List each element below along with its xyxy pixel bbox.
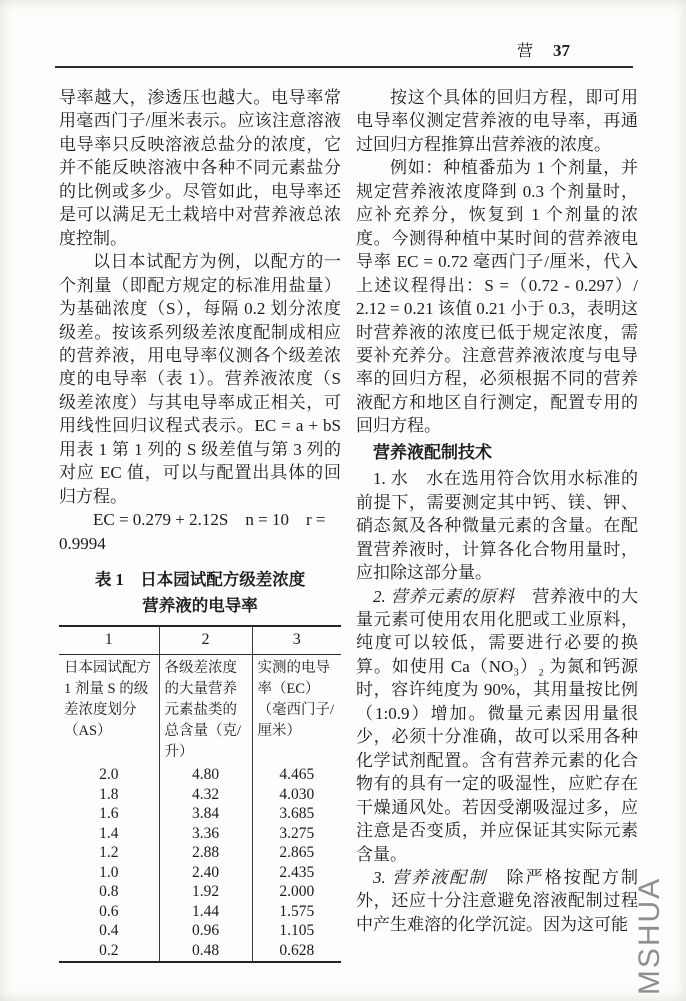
table-cell: 2.88 bbox=[159, 843, 252, 863]
table-cell: 0.628 bbox=[252, 941, 341, 962]
table-cell: 2.0 bbox=[99, 766, 119, 784]
table-row bbox=[59, 785, 341, 805]
paragraph-japan-formula: 以日本试配方为例，以配方的一个剂量（即配方规定的标准用盐量）为基础浓度（S），每隔 0.2 划分浓度级差。按该系列级差浓度配制成相应的营养液，用电导率仪测各个级差浓度的电导率（表 1）。营养液浓度（S 级差浓度）与其电导率成正相关，可用线性回归议程式表示。EC = a + bS 用表 1 第 1 列的 S 级差值与第 3 列的对应 EC 值，可以与配置出具体的回归方程。 bbox=[59, 252, 341, 506]
table-row bbox=[59, 843, 341, 863]
table-col-number: 2 bbox=[159, 626, 252, 655]
table-row bbox=[59, 921, 341, 941]
table-row bbox=[59, 765, 341, 785]
header-rule bbox=[55, 66, 633, 68]
table-header-cell: 日本园试配方 1 剂量 S 的级差浓度划分（AS） bbox=[64, 660, 151, 740]
table-cell: 1.6 bbox=[99, 805, 119, 823]
section-heading: 营养液配制技术 bbox=[373, 442, 492, 462]
equation-line-1: EC = 0.279 + 2.12S n = 10 r = bbox=[93, 510, 326, 530]
table-cell: 1.92 bbox=[159, 882, 252, 902]
item-label: 3. 营养液配制 bbox=[373, 868, 488, 887]
table-col-number: 1 bbox=[59, 626, 159, 655]
item-label: 2. 营养元素的原料 bbox=[373, 586, 515, 606]
table-cell: 0.2 bbox=[99, 941, 119, 959]
paragraph-tomato-example: 例如：种植番茄为 1 个剂量，并规定营养液浓度降到 0.3 个剂量时，应补充养分，恢复到 1 个剂量的浓度。今测得种植中某时间的营养液电导率 EC = 0.72 毫西门子/厘米，代入上述议程得出：S =（0.72 - 0.297）/ 2.12 = 0.21 该值 0.21 小于 0.3，表明这时营养液的浓度已低于规定浓度，需要补充养分。注意营养液浓度与电导率的回归方程，必须根据不同的营养液配方和地区自行测定，配置专用的回归方程。 bbox=[356, 158, 638, 436]
table-cell: 0.6 bbox=[99, 902, 119, 920]
table-caption bbox=[59, 567, 341, 618]
table-cell: 3.36 bbox=[159, 824, 252, 844]
table-row bbox=[59, 941, 341, 962]
table-cell: 0.8 bbox=[99, 883, 119, 901]
table-cell: 4.32 bbox=[159, 785, 252, 805]
item-label: 1. 水 bbox=[373, 469, 409, 489]
paragraph-conductivity-intro: 导率越大，渗透压也越大。电导率常用毫西门子/厘米表示。应该注意溶液电导率只反映溶液总盐分的浓度，它并不能反映溶液中各种不同元素盐分的比例或多少。尽管如此，电导率还是可以满足无土栽培中对营养液总浓度控制。 bbox=[59, 88, 341, 248]
running-head bbox=[440, 38, 570, 61]
table-cell: 4.030 bbox=[252, 785, 341, 805]
item-body: 水在选用符合饮用水标准的前提下，需要测定其中钙、镁、钾、硝态氮及各种微量元素的含量。在配置营养液时，计算各化合物用量时，应扣除这部分量。 bbox=[356, 469, 639, 583]
equation-line-2: 0.9994 bbox=[59, 533, 106, 553]
table-cell: 2.000 bbox=[252, 882, 341, 902]
table-cell: 1.8 bbox=[99, 785, 119, 803]
right-column bbox=[356, 86, 638, 936]
numbered-item-water bbox=[356, 467, 638, 584]
table-row bbox=[59, 804, 341, 824]
table-cell: 2.865 bbox=[252, 843, 341, 863]
table-cell: 4.465 bbox=[252, 765, 341, 785]
table-cell: 3.84 bbox=[159, 804, 252, 824]
table-row bbox=[59, 882, 341, 902]
table-cell: 3.275 bbox=[252, 824, 341, 844]
page-number: 37 bbox=[553, 41, 570, 60]
table-col-number: 3 bbox=[252, 626, 341, 655]
numbered-item-raw-materials bbox=[356, 585, 638, 866]
table-cell: 1.0 bbox=[99, 863, 119, 881]
table-cell: 0.48 bbox=[159, 941, 252, 962]
table-cell: 2.40 bbox=[159, 863, 252, 883]
table-caption-line-1: 表 1 日本园试配方级差浓度 bbox=[94, 570, 306, 590]
table-cell: 0.4 bbox=[99, 922, 119, 940]
table-cell: 1.44 bbox=[159, 902, 252, 922]
watermark: MSHUA bbox=[633, 876, 666, 996]
table-row bbox=[59, 863, 341, 883]
table-cell: 4.80 bbox=[159, 765, 252, 785]
table-caption-line-2: 营养液的电导率 bbox=[142, 595, 258, 615]
table-header-cell: 实测的电导率（EC）（毫西门子/厘米） bbox=[252, 655, 341, 766]
table-cell: 1.575 bbox=[252, 902, 341, 922]
table-header-row bbox=[59, 655, 341, 766]
table-cell: 1.2 bbox=[99, 844, 119, 862]
table-cell: 2.435 bbox=[252, 863, 341, 883]
table-cell: 3.685 bbox=[252, 804, 341, 824]
table-column-number-row bbox=[59, 626, 341, 655]
regression-equation bbox=[59, 508, 341, 555]
table-cell: 1.105 bbox=[252, 921, 341, 941]
table-cell: 0.96 bbox=[159, 921, 252, 941]
item-body: 营养液中的大量元素可使用农用化肥或工业原料，纯度可以较低，需要进行必要的换算。如使用 Ca（NO₃）₂ 为氮和钙源时，容许纯度为 90%，其用量按比例（1:0.9）增加。微量元素因用量很少，必须十分准确，故可以采用各种化学试剂配置。含有营养元素的化合物有的具有一定的吸湿性，应贮存在干燥通风处。若因受潮吸湿过多，应注意是否变质，并应保证其实际元素含量。 bbox=[356, 586, 639, 864]
table-cell: 1.4 bbox=[99, 824, 119, 842]
running-head-chapter-mark: 营 bbox=[516, 43, 533, 60]
left-column bbox=[59, 86, 341, 963]
paragraph-regression-usage: 按这个具体的回归方程，即可用电导率仪测定营养液的电导率，再通过回归方程推算出营养液的浓度。 bbox=[356, 88, 638, 154]
table-row bbox=[59, 824, 341, 844]
table-row bbox=[59, 902, 341, 922]
item-body: 除严格按配方制外，还应十分注意避免溶液配制过程中产生难溶的化学沉淀。因为这可能 bbox=[356, 868, 639, 934]
table-header-cell: 各级差浓度的大量营养元素盐类的总含量（克/升） bbox=[159, 655, 252, 766]
conductivity-table bbox=[59, 625, 341, 962]
numbered-item-solution-preparation bbox=[356, 866, 638, 936]
